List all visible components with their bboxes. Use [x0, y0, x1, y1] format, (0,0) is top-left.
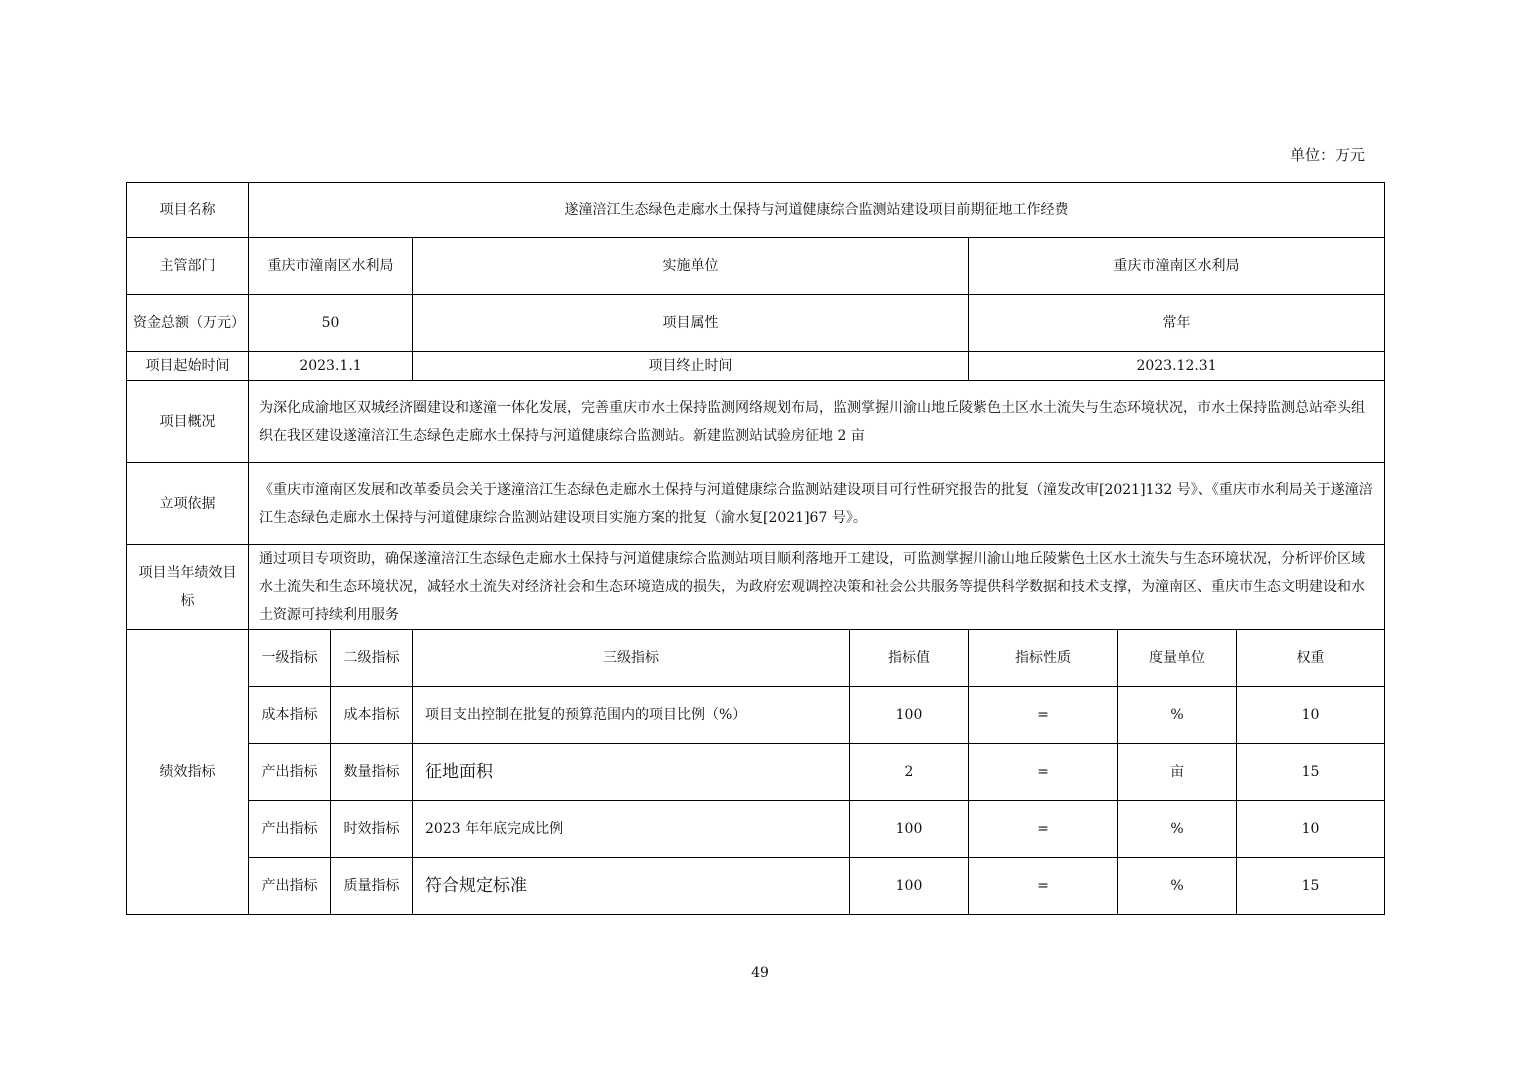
- impl-label: 实施单位: [413, 238, 969, 295]
- level1-cell: 产出指标: [249, 801, 331, 858]
- level3-cell: 征地面积: [413, 744, 850, 801]
- table-row: [127, 744, 1385, 801]
- weight-cell: 10: [1237, 687, 1385, 744]
- basis-value: 《重庆市潼南区发展和改革委员会关于遂潼涪江生态绿色走廊水土保持与河道健康综合监测站建设项目可行性研究报告的批复（潼发改审[2021]132 号》、《重庆市水利局关于遂潼涪江生态绿色走廊水土保持与河道健康综合监测站建设项目实施方案的批复（渝水复[2021]67 号》。: [249, 463, 1385, 545]
- project-performance-table: [126, 182, 1385, 915]
- row-basis: [127, 463, 1385, 545]
- indicators-section-label: 绩效指标: [127, 630, 249, 915]
- goal-label: 项目当年绩效目标: [127, 545, 249, 630]
- nature-cell: =: [969, 858, 1118, 915]
- row-funds: [127, 295, 1385, 352]
- unit-cell: %: [1118, 801, 1237, 858]
- end-label: 项目终止时间: [413, 352, 969, 381]
- goal-value: 通过项目专项资助，确保遂潼涪江生态绿色走廊水土保持与河道健康综合监测站项目顺利落地开工建设，可监测掌握川渝山地丘陵紫色土区水土流失与生态环境状况，分析评价区域水土流失和生态环境状况，减轻水土流失对经济社会和生态环境造成的损失，为政府宏观调控决策和社会公共服务等提供科学数据和技术支撑，为潼南区、重庆市生态文明建设和水土资源可持续利用服务: [249, 545, 1385, 630]
- row-overview: [127, 381, 1385, 463]
- level2-cell: 成本指标: [331, 687, 413, 744]
- project-name-value: 遂潼涪江生态绿色走廊水土保持与河道健康综合监测站建设项目前期征地工作经费: [249, 183, 1385, 238]
- header-unit: 度量单位: [1118, 630, 1237, 687]
- attr-value: 常年: [969, 295, 1385, 352]
- weight-cell: 10: [1237, 801, 1385, 858]
- start-label: 项目起始时间: [127, 352, 249, 381]
- level2-cell: 质量指标: [331, 858, 413, 915]
- value-cell: 2: [850, 744, 969, 801]
- funds-label: 资金总额（万元）: [127, 295, 249, 352]
- basis-label: 立项依据: [127, 463, 249, 545]
- unit-cell: 亩: [1118, 744, 1237, 801]
- table-row: [127, 801, 1385, 858]
- header-value: 指标值: [850, 630, 969, 687]
- unit-cell: %: [1118, 858, 1237, 915]
- table-row: [127, 858, 1385, 915]
- start-value: 2023.1.1: [249, 352, 413, 381]
- weight-cell: 15: [1237, 744, 1385, 801]
- level3-cell: 项目支出控制在批复的预算范围内的项目比例（%）: [413, 687, 850, 744]
- row-project-name: [127, 183, 1385, 238]
- project-name-label: 项目名称: [127, 183, 249, 238]
- level3-cell: 符合规定标准: [413, 858, 850, 915]
- level1-cell: 产出指标: [249, 744, 331, 801]
- attr-label: 项目属性: [413, 295, 969, 352]
- dept-value: 重庆市潼南区水利局: [249, 238, 413, 295]
- value-cell: 100: [850, 801, 969, 858]
- header-nature: 指标性质: [969, 630, 1118, 687]
- value-cell: 100: [850, 858, 969, 915]
- level1-cell: 成本指标: [249, 687, 331, 744]
- overview-value: 为深化成渝地区双城经济圈建设和遂潼一体化发展，完善重庆市水土保持监测网络规划布局，监测掌握川渝山地丘陵紫色土区水土流失与生态环境状况，市水土保持监测总站牵头组织在我区建设遂潼涪江生态绿色走廊水土保持与河道健康综合监测站。新建监测站试验房征地 2 亩: [249, 381, 1385, 463]
- header-level1: 一级指标: [249, 630, 331, 687]
- indicator-header-row: [127, 630, 1385, 687]
- unit-cell: %: [1118, 687, 1237, 744]
- funds-value: 50: [249, 295, 413, 352]
- level1-cell: 产出指标: [249, 858, 331, 915]
- unit-label: 单位：万元: [1290, 146, 1366, 164]
- impl-value: 重庆市潼南区水利局: [969, 238, 1385, 295]
- page-number: 49: [751, 965, 769, 981]
- row-goal: [127, 545, 1385, 630]
- dept-label: 主管部门: [127, 238, 249, 295]
- level2-cell: 数量指标: [331, 744, 413, 801]
- header-level3: 三级指标: [413, 630, 850, 687]
- row-department: [127, 238, 1385, 295]
- level2-cell: 时效指标: [331, 801, 413, 858]
- header-level2: 二级指标: [331, 630, 413, 687]
- level3-cell: 2023 年年底完成比例: [413, 801, 850, 858]
- weight-cell: 15: [1237, 858, 1385, 915]
- row-dates: [127, 352, 1385, 381]
- nature-cell: =: [969, 744, 1118, 801]
- end-value: 2023.12.31: [969, 352, 1385, 381]
- table-row: [127, 687, 1385, 744]
- nature-cell: =: [969, 801, 1118, 858]
- header-weight: 权重: [1237, 630, 1385, 687]
- value-cell: 100: [850, 687, 969, 744]
- nature-cell: =: [969, 687, 1118, 744]
- overview-label: 项目概况: [127, 381, 249, 463]
